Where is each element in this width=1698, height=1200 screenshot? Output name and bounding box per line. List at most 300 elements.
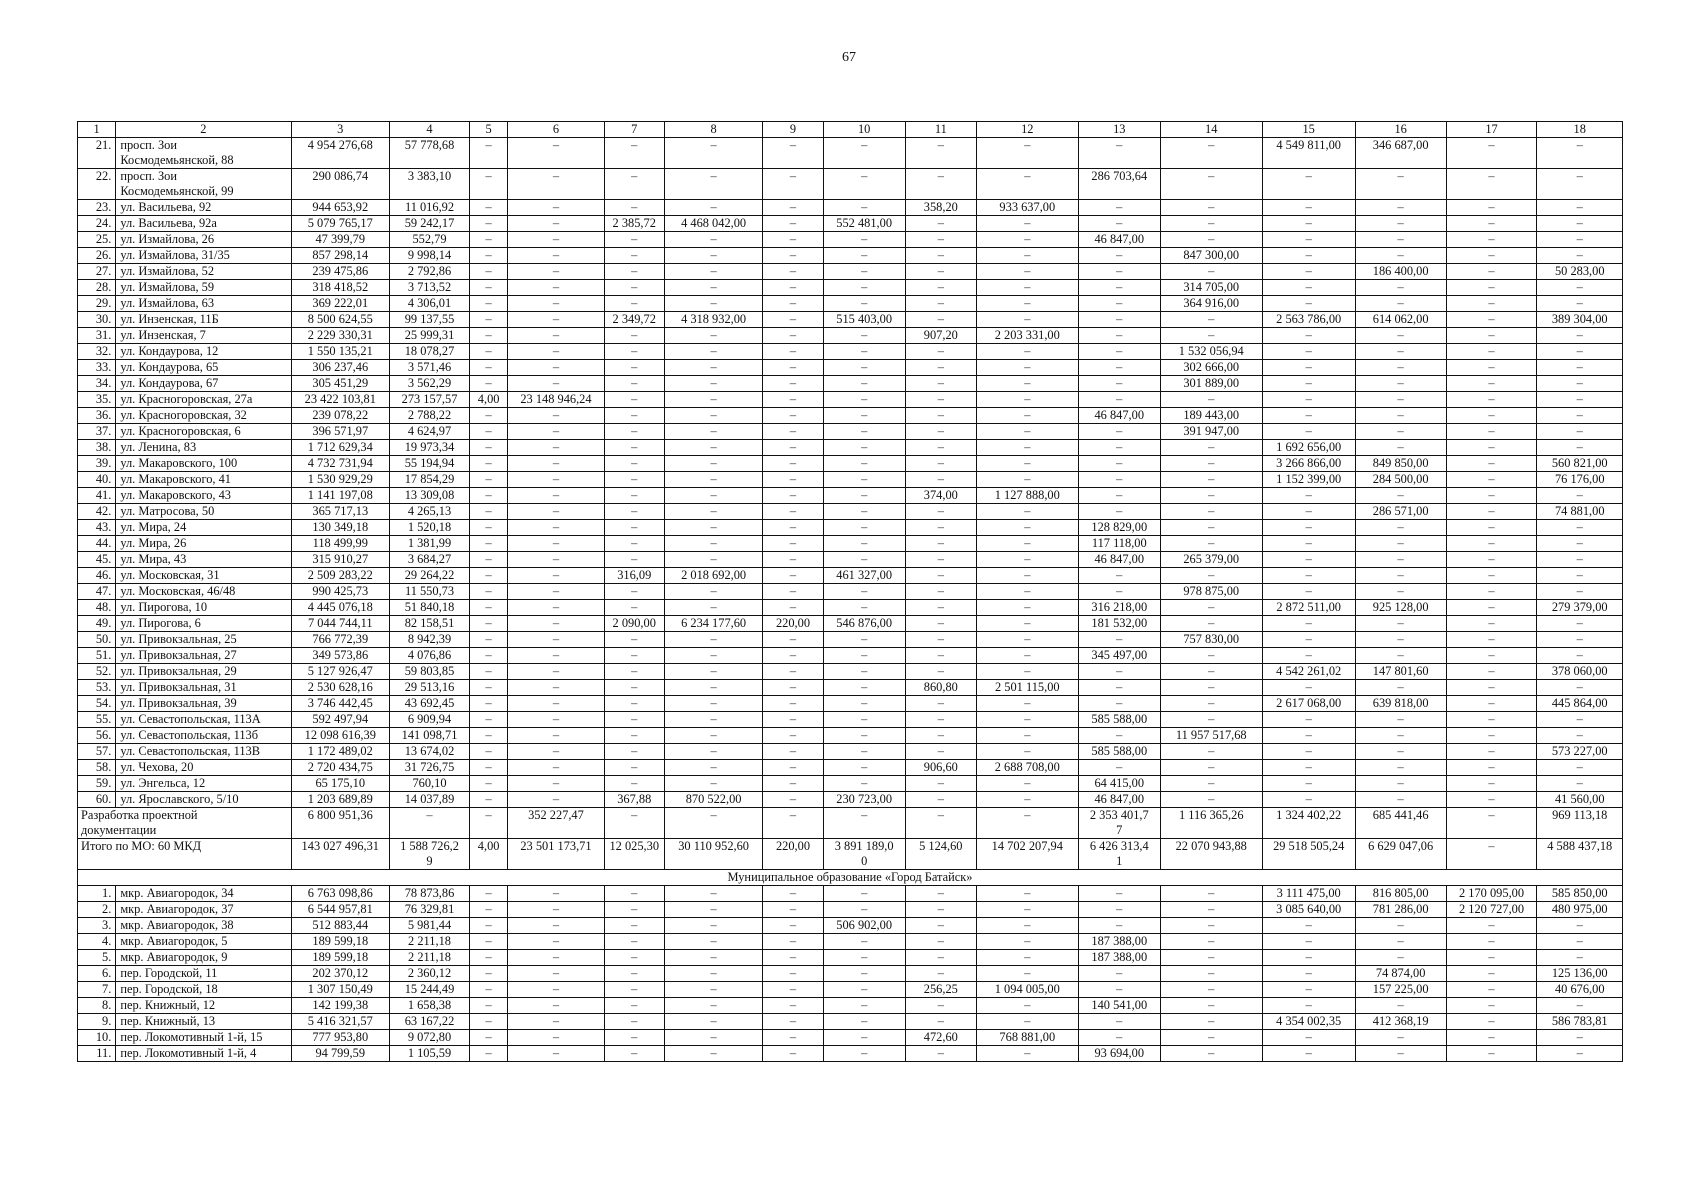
table-cell: –: [823, 520, 905, 536]
table-cell: –: [469, 488, 507, 504]
table-cell: –: [508, 280, 604, 296]
table-cell: 14 702 207,94: [976, 839, 1078, 870]
table-cell: 3 891 189,0 0: [823, 839, 905, 870]
table-cell: –: [905, 808, 976, 839]
column-number-row: [78, 122, 1623, 138]
table-cell: 306 237,46: [291, 360, 390, 376]
table-cell: –: [1537, 680, 1623, 696]
table-cell: –: [1355, 200, 1446, 216]
table-cell: –: [1262, 568, 1355, 584]
table-cell: –: [1355, 488, 1446, 504]
table-cell: –: [1446, 440, 1537, 456]
table-cell: –: [604, 584, 664, 600]
table-cell: –: [763, 360, 823, 376]
table-cell: –: [1446, 712, 1537, 728]
table-row: [78, 568, 1623, 584]
table-cell: 364 916,00: [1160, 296, 1262, 312]
table-cell: 1 116 365,26: [1160, 808, 1262, 839]
table-cell: –: [1537, 632, 1623, 648]
table-row: [78, 744, 1623, 760]
table-cell: –: [604, 344, 664, 360]
table-cell: –: [976, 248, 1078, 264]
table-cell: –: [763, 456, 823, 472]
table-row: [78, 344, 1623, 360]
table-cell: 412 368,19: [1355, 1014, 1446, 1030]
table-cell: –: [823, 1030, 905, 1046]
table-cell: 46 847,00: [1078, 552, 1160, 568]
table-cell: –: [664, 328, 763, 344]
table-row: [78, 648, 1623, 664]
table-cell: 969 113,18: [1537, 808, 1623, 839]
table-cell: –: [1078, 344, 1160, 360]
table-cell: –: [1537, 1046, 1623, 1062]
table-cell: 4 624,97: [390, 424, 470, 440]
table-cell: –: [604, 456, 664, 472]
table-cell: –: [469, 776, 507, 792]
table-cell: –: [664, 632, 763, 648]
table-cell: –: [1160, 950, 1262, 966]
table-cell: –: [1355, 216, 1446, 232]
table-cell: мкр. Авиагородок, 34: [116, 886, 291, 902]
table-cell: –: [1078, 728, 1160, 744]
table-cell: 11 957 517,68: [1160, 728, 1262, 744]
table-cell: –: [823, 998, 905, 1014]
table-cell: –: [604, 696, 664, 712]
table-cell: –: [1446, 648, 1537, 664]
table-cell: –: [508, 1030, 604, 1046]
table-cell: 3 684,27: [390, 552, 470, 568]
table-cell: –: [905, 296, 976, 312]
table-cell: 34.: [78, 376, 116, 392]
table-cell: –: [508, 472, 604, 488]
table-cell: –: [905, 664, 976, 680]
table-cell: 4 354 002,35: [1262, 1014, 1355, 1030]
table-cell: –: [469, 902, 507, 918]
table-row: [78, 600, 1623, 616]
table-cell: –: [604, 408, 664, 424]
table-cell: –: [823, 982, 905, 998]
table-cell: 1 203 689,89: [291, 792, 390, 808]
table-cell: –: [976, 934, 1078, 950]
table-cell: 5 127 926,47: [291, 664, 390, 680]
table-cell: –: [1160, 169, 1262, 200]
table-cell: –: [976, 616, 1078, 632]
table-cell: –: [1446, 1014, 1537, 1030]
table-cell: –: [508, 248, 604, 264]
table-cell: –: [604, 998, 664, 1014]
table-cell: ул. Васильева, 92: [116, 200, 291, 216]
table-cell: –: [508, 982, 604, 998]
table-cell: 978 875,00: [1160, 584, 1262, 600]
table-row: [78, 998, 1623, 1014]
table-row: [78, 392, 1623, 408]
table-cell: 1 127 888,00: [976, 488, 1078, 504]
table-cell: –: [508, 584, 604, 600]
table-cell: –: [823, 488, 905, 504]
table-cell: –: [1262, 488, 1355, 504]
table-cell: –: [664, 1014, 763, 1030]
table-cell: ул. Измайлова, 31/35: [116, 248, 291, 264]
table-cell: –: [604, 632, 664, 648]
table-cell: –: [508, 1014, 604, 1030]
table-cell: 18: [1537, 122, 1623, 138]
table-cell: 4,00: [469, 839, 507, 870]
table-cell: –: [604, 776, 664, 792]
table-cell: –: [763, 792, 823, 808]
table-cell: –: [905, 344, 976, 360]
table-cell: –: [1355, 568, 1446, 584]
table-row: [78, 584, 1623, 600]
table-cell: –: [905, 568, 976, 584]
table-cell: 53.: [78, 680, 116, 696]
table-cell: –: [763, 680, 823, 696]
table-cell: 3 085 640,00: [1262, 902, 1355, 918]
table-cell: –: [1446, 472, 1537, 488]
table-cell: 189 599,18: [291, 934, 390, 950]
table-cell: –: [976, 440, 1078, 456]
table-row: [78, 776, 1623, 792]
table-cell: –: [823, 248, 905, 264]
table-cell: –: [763, 966, 823, 982]
table-cell: –: [1262, 966, 1355, 982]
table-cell: –: [664, 520, 763, 536]
table-cell: –: [1355, 584, 1446, 600]
table-cell: –: [1078, 966, 1160, 982]
table-cell: –: [1262, 360, 1355, 376]
table-cell: 22.: [78, 169, 116, 200]
table-cell: –: [1078, 456, 1160, 472]
table-cell: 3 111 475,00: [1262, 886, 1355, 902]
table-cell: –: [763, 280, 823, 296]
table-cell: 301 889,00: [1160, 376, 1262, 392]
table-cell: ул. Красногоровская, 6: [116, 424, 291, 440]
table-row: [78, 440, 1623, 456]
table-cell: –: [1160, 440, 1262, 456]
table-cell: –: [508, 216, 604, 232]
table-cell: ул. Севастопольская, 113А: [116, 712, 291, 728]
table-cell: –: [469, 808, 507, 839]
table-cell: –: [763, 982, 823, 998]
table-cell: –: [1537, 440, 1623, 456]
table-cell: –: [1446, 232, 1537, 248]
table-cell: 15 244,49: [390, 982, 470, 998]
table-cell: –: [1078, 1014, 1160, 1030]
table-cell: 12 098 616,39: [291, 728, 390, 744]
table-cell: –: [1262, 248, 1355, 264]
table-cell: –: [604, 488, 664, 504]
table-cell: –: [508, 664, 604, 680]
table-cell: –: [1446, 312, 1537, 328]
table-cell: –: [664, 712, 763, 728]
table-cell: –: [905, 792, 976, 808]
table-cell: –: [1160, 1046, 1262, 1062]
table-cell: ул. Привокзальная, 25: [116, 632, 291, 648]
table-cell: –: [469, 792, 507, 808]
table-cell: 870 522,00: [664, 792, 763, 808]
table-cell: –: [469, 950, 507, 966]
table-cell: –: [664, 1046, 763, 1062]
table-cell: –: [1262, 536, 1355, 552]
table-cell: 74 874,00: [1355, 966, 1446, 982]
table-cell: –: [1537, 1030, 1623, 1046]
table-cell: ул. Макаровского, 100: [116, 456, 291, 472]
table-cell: –: [1355, 248, 1446, 264]
table-cell: –: [508, 966, 604, 982]
table-cell: –: [1262, 934, 1355, 950]
table-cell: 2 203 331,00: [976, 328, 1078, 344]
table-cell: –: [664, 902, 763, 918]
table-cell: –: [469, 664, 507, 680]
table-cell: –: [1078, 424, 1160, 440]
table-cell: –: [508, 232, 604, 248]
table-cell: 6 544 957,81: [291, 902, 390, 918]
table-cell: –: [1537, 568, 1623, 584]
table-cell: –: [604, 600, 664, 616]
table-cell: ул. Инзенская, 11Б: [116, 312, 291, 328]
table-cell: –: [1355, 998, 1446, 1014]
table-cell: –: [763, 1014, 823, 1030]
table-cell: пер. Локомотивный 1-й, 15: [116, 1030, 291, 1046]
table-cell: ул. Привокзальная, 29: [116, 664, 291, 680]
table-cell: –: [763, 138, 823, 169]
table-cell: –: [976, 504, 1078, 520]
table-cell: –: [1160, 886, 1262, 902]
table-cell: 230 723,00: [823, 792, 905, 808]
table-cell: –: [1355, 232, 1446, 248]
table-cell: –: [664, 664, 763, 680]
table-cell: –: [1078, 886, 1160, 902]
table-cell: –: [1446, 328, 1537, 344]
table-cell: 2 788,22: [390, 408, 470, 424]
table-cell: 506 902,00: [823, 918, 905, 934]
table-cell: 10: [823, 122, 905, 138]
table-cell: –: [1446, 934, 1537, 950]
table-cell: –: [469, 998, 507, 1014]
table-cell: –: [508, 200, 604, 216]
table-cell: 78 873,86: [390, 886, 470, 902]
table-row: [78, 934, 1623, 950]
table-cell: –: [823, 504, 905, 520]
table-cell: 189 599,18: [291, 950, 390, 966]
table-cell: –: [664, 424, 763, 440]
table-cell: –: [390, 808, 470, 839]
table-cell: –: [823, 280, 905, 296]
table-cell: 45.: [78, 552, 116, 568]
table-row: [78, 264, 1623, 280]
table-cell: ул. Измайлова, 59: [116, 280, 291, 296]
table-cell: –: [1537, 536, 1623, 552]
table-cell: 586 783,81: [1537, 1014, 1623, 1030]
table-cell: –: [1537, 216, 1623, 232]
table-cell: –: [976, 424, 1078, 440]
table-cell: –: [1537, 648, 1623, 664]
table-cell: –: [508, 902, 604, 918]
table-cell: 41 560,00: [1537, 792, 1623, 808]
table-cell: –: [1446, 138, 1537, 169]
table-cell: –: [1355, 648, 1446, 664]
table-cell: –: [508, 296, 604, 312]
table-cell: –: [976, 169, 1078, 200]
table-cell: 781 286,00: [1355, 902, 1446, 918]
table-cell: –: [664, 886, 763, 902]
table-cell: 1 105,59: [390, 1046, 470, 1062]
table-cell: 11 550,73: [390, 584, 470, 600]
table-cell: ул. Привокзальная, 39: [116, 696, 291, 712]
table-cell: –: [469, 918, 507, 934]
table-cell: –: [1355, 424, 1446, 440]
table-cell: –: [823, 408, 905, 424]
table-cell: –: [469, 1014, 507, 1030]
table-cell: –: [976, 280, 1078, 296]
table-cell: –: [1537, 728, 1623, 744]
table-cell: –: [604, 536, 664, 552]
table-cell: –: [1355, 632, 1446, 648]
table-cell: –: [604, 902, 664, 918]
table-cell: –: [976, 1014, 1078, 1030]
table-cell: 39.: [78, 456, 116, 472]
table-cell: –: [1262, 998, 1355, 1014]
table-cell: –: [763, 950, 823, 966]
table-cell: –: [508, 632, 604, 648]
table-cell: –: [1262, 950, 1355, 966]
table-cell: –: [763, 520, 823, 536]
table-cell: 757 830,00: [1160, 632, 1262, 648]
table-cell: 46.: [78, 568, 116, 584]
table-cell: 9.: [78, 1014, 116, 1030]
table-cell: –: [976, 520, 1078, 536]
table-cell: 990 425,73: [291, 584, 390, 600]
table-cell: –: [1446, 600, 1537, 616]
table-cell: 3 746 442,45: [291, 696, 390, 712]
table-cell: 55.: [78, 712, 116, 728]
table-cell: –: [508, 169, 604, 200]
table-cell: 130 349,18: [291, 520, 390, 536]
table-cell: –: [664, 440, 763, 456]
total-row: [78, 839, 1623, 870]
table-cell: –: [1446, 552, 1537, 568]
table-row: [78, 408, 1623, 424]
table-cell: 345 497,00: [1078, 648, 1160, 664]
table-cell: 117 118,00: [1078, 536, 1160, 552]
table-cell: 220,00: [763, 616, 823, 632]
table-cell: 585 850,00: [1537, 886, 1623, 902]
table-cell: 314 705,00: [1160, 280, 1262, 296]
table-cell: –: [823, 934, 905, 950]
table-cell: –: [823, 392, 905, 408]
table-cell: 352 227,47: [508, 808, 604, 839]
table-cell: –: [976, 950, 1078, 966]
table-cell: –: [976, 600, 1078, 616]
table-cell: –: [1537, 360, 1623, 376]
table-cell: –: [508, 760, 604, 776]
table-cell: –: [469, 232, 507, 248]
table-cell: –: [763, 536, 823, 552]
table-cell: –: [1537, 584, 1623, 600]
table-cell: –: [508, 504, 604, 520]
table-cell: –: [1355, 328, 1446, 344]
table-cell: –: [1537, 392, 1623, 408]
table-cell: –: [1355, 616, 1446, 632]
table-cell: 52.: [78, 664, 116, 680]
table-cell: 36.: [78, 408, 116, 424]
table-cell: –: [508, 138, 604, 169]
table-cell: 2 720 434,75: [291, 760, 390, 776]
table-cell: –: [763, 424, 823, 440]
table-cell: –: [905, 138, 976, 169]
table-cell: –: [1537, 918, 1623, 934]
table-cell: –: [508, 616, 604, 632]
table-cell: –: [1078, 584, 1160, 600]
table-cell: 4 318 932,00: [664, 312, 763, 328]
table-cell: ул. Энгельса, 12: [116, 776, 291, 792]
table-cell: 11.: [78, 1046, 116, 1062]
table-cell: 461 327,00: [823, 568, 905, 584]
table-cell: –: [1262, 776, 1355, 792]
table-cell: 777 953,80: [291, 1030, 390, 1046]
table-cell: –: [469, 616, 507, 632]
table-cell: 15: [1262, 122, 1355, 138]
table-cell: –: [1078, 632, 1160, 648]
table-cell: –: [1262, 632, 1355, 648]
table-cell: –: [469, 760, 507, 776]
table-cell: 273 157,57: [390, 392, 470, 408]
table-cell: –: [1262, 200, 1355, 216]
table-cell: –: [664, 169, 763, 200]
table-cell: –: [1078, 902, 1160, 918]
table-cell: 6 909,94: [390, 712, 470, 728]
table-cell: 265 379,00: [1160, 552, 1262, 568]
table-cell: 933 637,00: [976, 200, 1078, 216]
table-cell: мкр. Авиагородок, 37: [116, 902, 291, 918]
table-cell: 5 124,60: [905, 839, 976, 870]
table-cell: 1 712 629,34: [291, 440, 390, 456]
table-cell: –: [508, 998, 604, 1014]
table-cell: –: [905, 392, 976, 408]
table-cell: –: [1446, 520, 1537, 536]
table-cell: –: [1160, 312, 1262, 328]
table-cell: –: [469, 344, 507, 360]
table-cell: –: [905, 472, 976, 488]
table-cell: –: [1446, 792, 1537, 808]
table-cell: 906,60: [905, 760, 976, 776]
table-cell: –: [1160, 472, 1262, 488]
table-cell: –: [905, 312, 976, 328]
table-cell: –: [1537, 344, 1623, 360]
table-cell: Итого по МО: 60 МКД: [78, 839, 292, 870]
table-cell: –: [976, 902, 1078, 918]
table-cell: –: [1537, 408, 1623, 424]
table-cell: –: [1262, 918, 1355, 934]
table-cell: 25.: [78, 232, 116, 248]
table-cell: –: [763, 440, 823, 456]
table-cell: 367,88: [604, 792, 664, 808]
table-cell: –: [508, 456, 604, 472]
table-cell: –: [763, 408, 823, 424]
table-cell: –: [604, 808, 664, 839]
table-cell: 93 694,00: [1078, 1046, 1160, 1062]
table-cell: –: [1078, 472, 1160, 488]
table-cell: 6: [508, 122, 604, 138]
table-cell: –: [976, 408, 1078, 424]
table-cell: 40.: [78, 472, 116, 488]
table-cell: 3 562,29: [390, 376, 470, 392]
table-cell: –: [1446, 584, 1537, 600]
table-cell: 140 541,00: [1078, 998, 1160, 1014]
table-cell: 585 588,00: [1078, 712, 1160, 728]
table-cell: ул. Измайлова, 52: [116, 264, 291, 280]
table-row: [78, 680, 1623, 696]
table-cell: –: [823, 712, 905, 728]
